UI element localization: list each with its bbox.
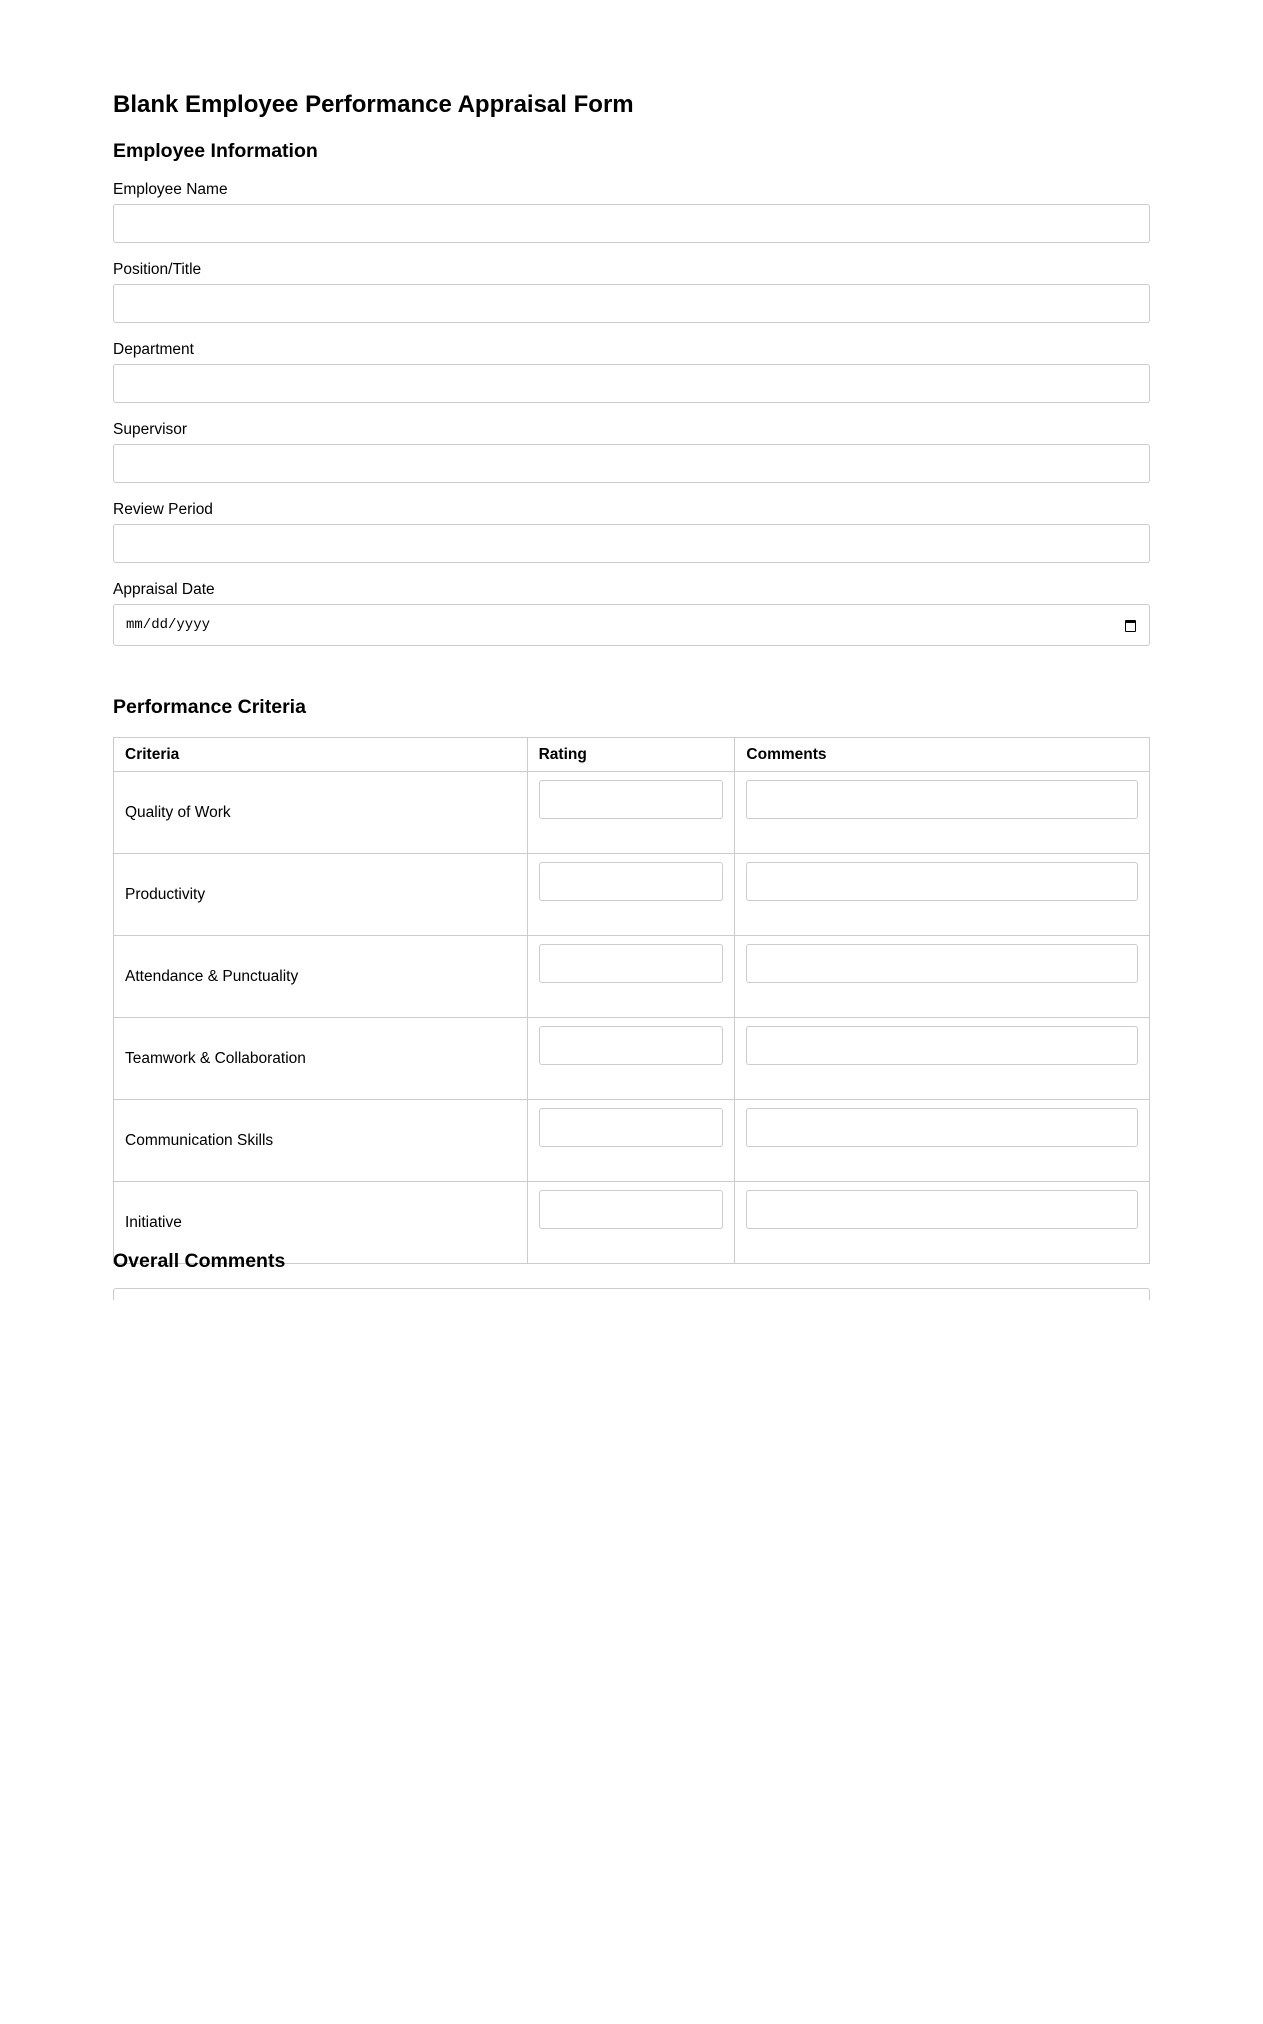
criteria-cell: Communication Skills	[114, 1100, 528, 1182]
rating-cell	[527, 854, 735, 936]
column-header-criteria: Criteria	[114, 738, 528, 772]
comments-cell	[735, 854, 1150, 936]
appraisal-date-label: Appraisal Date	[113, 581, 215, 598]
criteria-cell: Teamwork & Collaboration	[114, 1018, 528, 1100]
supervisor-input[interactable]	[113, 444, 1150, 483]
comments-cell	[735, 1018, 1150, 1100]
rating-cell	[527, 1100, 735, 1182]
table-row	[114, 1100, 1150, 1182]
table-row	[114, 936, 1150, 1018]
section-title-performance-criteria: Performance Criteria	[113, 696, 306, 718]
table-row	[114, 1018, 1150, 1100]
appraisal-date-input[interactable]	[113, 604, 1150, 646]
comments-input[interactable]	[746, 1026, 1138, 1065]
comments-cell	[735, 772, 1150, 854]
criteria-cell: Productivity	[114, 854, 528, 936]
table-header-row	[114, 738, 1150, 772]
review-period-label: Review Period	[113, 501, 213, 518]
rating-input[interactable]	[539, 780, 724, 819]
rating-input[interactable]	[539, 1190, 724, 1229]
comments-cell	[735, 1182, 1150, 1264]
appraisal-form	[113, 0, 1150, 1300]
rating-cell	[527, 772, 735, 854]
rating-cell	[527, 936, 735, 1018]
rating-input[interactable]	[539, 1108, 724, 1147]
rating-cell	[527, 1182, 735, 1264]
criteria-cell: Initiative	[114, 1182, 528, 1264]
rating-cell	[527, 1018, 735, 1100]
rating-input[interactable]	[539, 944, 724, 983]
column-header-comments: Comments	[735, 738, 1150, 772]
employee-name-input[interactable]	[113, 204, 1150, 243]
comments-input[interactable]	[746, 862, 1138, 901]
comments-cell	[735, 936, 1150, 1018]
criteria-cell: Attendance & Punctuality	[114, 936, 528, 1018]
department-label: Department	[113, 341, 194, 358]
page-title: Blank Employee Performance Appraisal Form	[113, 91, 634, 118]
position-title-label: Position/Title	[113, 261, 202, 278]
date-placeholder: mm/dd/yyyy	[126, 617, 211, 633]
employee-name-label: Employee Name	[113, 181, 228, 198]
calendar-icon[interactable]	[1125, 619, 1136, 632]
comments-input[interactable]	[746, 1108, 1138, 1147]
column-header-rating: Rating	[527, 738, 735, 772]
comments-input[interactable]	[746, 944, 1138, 983]
supervisor-label: Supervisor	[113, 421, 188, 438]
comments-input[interactable]	[746, 780, 1138, 819]
criteria-cell: Quality of Work	[114, 772, 528, 854]
position-title-input[interactable]	[113, 284, 1150, 323]
table-row	[114, 854, 1150, 936]
rating-input[interactable]	[539, 862, 724, 901]
section-title-overall-comments: Overall Comments	[113, 1250, 286, 1272]
comments-input[interactable]	[746, 1190, 1138, 1229]
performance-criteria-table	[113, 737, 1150, 1264]
rating-input[interactable]	[539, 1026, 724, 1065]
review-period-input[interactable]	[113, 524, 1150, 563]
table-row	[114, 772, 1150, 854]
section-title-employee-information: Employee Information	[113, 140, 318, 162]
comments-cell	[735, 1100, 1150, 1182]
department-input[interactable]	[113, 364, 1150, 403]
overall-comments-textarea[interactable]	[113, 1288, 1150, 1300]
